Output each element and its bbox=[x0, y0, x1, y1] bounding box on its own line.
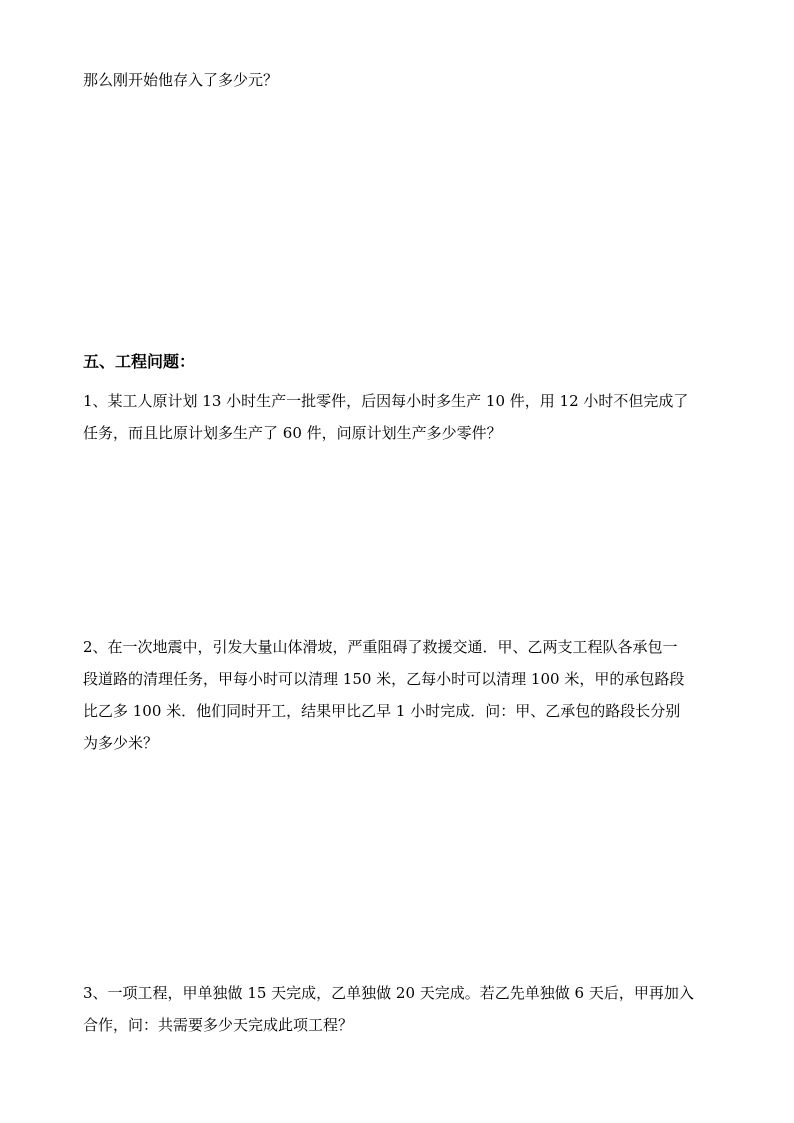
problem-3-line-2: 合作，问：共需要多少天完成此项工程？ bbox=[83, 1016, 354, 1034]
problem-1-line-2: 任务，而且比原计划多生产了 60 件，问原计划生产多少零件？ bbox=[83, 424, 502, 442]
problem-2-line-3: 比乙多 100 米．他们同时开工，结果甲比乙早 1 小时完成．问：甲、乙承包的路段长分别 bbox=[83, 702, 681, 720]
section-heading: 五、工程问题： bbox=[83, 352, 196, 371]
problem-2-line-1: 2、在一次地震中，引发大量山体滑坡，严重阻碍了救援交通．甲、乙两支工程队各承包一 bbox=[83, 638, 678, 656]
intro-line: 那么刚开始他存入了多少元？ bbox=[83, 71, 279, 89]
problem-2 bbox=[83, 631, 713, 759]
problem-1 bbox=[83, 385, 713, 449]
problem-3-line-1: 3、一项工程，甲单独做 15 天完成，乙单独做 20 天完成。若乙先单独做 6 天后，甲再加入 bbox=[83, 984, 694, 1002]
problem-3 bbox=[83, 977, 713, 1041]
intro-paragraph bbox=[83, 64, 713, 96]
problem-1-line-1: 1、某工人原计划 13 小时生产一批零件，后因每小时多生产 10 件，用 12 小时不但完成了 bbox=[83, 392, 689, 410]
problem-2-line-2: 段道路的清理任务，甲每小时可以清理 150 米，乙每小时可以清理 100 米，甲的承包路段 bbox=[83, 670, 685, 688]
problem-2-line-4: 为多少米？ bbox=[83, 734, 159, 752]
